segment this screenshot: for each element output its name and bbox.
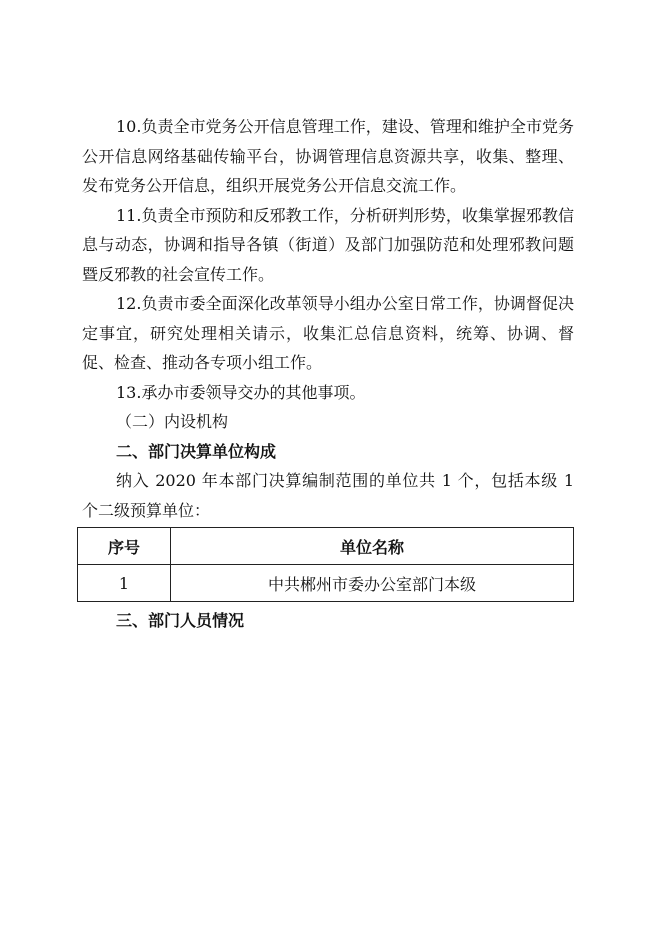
duty-paragraph-13: 13.承办市委领导交办的其他事项。: [116, 382, 366, 402]
table-header-row: [78, 528, 574, 565]
duty-paragraph-11: 11.负责全市预防和反邪教工作，分析研判形势，收集掌握邪教信息与动态，协调和指导各镇（街道）及部门加强防范和处理邪教问题暨反邪教的社会宣传工作。: [82, 205, 574, 284]
duty-paragraph-12: 12.负责市委全面深化改革领导小组办公室日常工作，协调督促决定事宜，研究处理相关请示，收集汇总信息资料，统筹、协调、督促、检查、推动各专项小组工作。: [82, 294, 574, 372]
header-unit-name: 单位名称: [171, 528, 574, 565]
table-row: [78, 565, 574, 602]
cell-unit-name: 中共郴州市委办公室部门本级: [171, 565, 574, 602]
document-page: [82, 112, 574, 636]
section-2-intro: 纳入 2020 年本部门决算编制范围的单位共 1 个，包括本级 1 个二级预算单位：: [82, 471, 574, 520]
section-2-title: 二、部门决算单位构成: [116, 441, 277, 461]
subheading-internal-structure: （二）内设机构: [116, 412, 229, 431]
cell-serial-number: 1: [78, 565, 171, 602]
units-table: [77, 527, 574, 602]
duty-paragraph-10: 10.负责全市党务公开信息管理工作，建设、管理和维护全市党务公开信息网络基础传输平台，协调管理信息资源共享，收集、整理、发布党务公开信息，组织开展党务公开信息交流工作。: [82, 117, 574, 195]
section-3-title: 三、部门人员情况: [116, 611, 245, 630]
header-serial-number: 序号: [78, 528, 171, 565]
